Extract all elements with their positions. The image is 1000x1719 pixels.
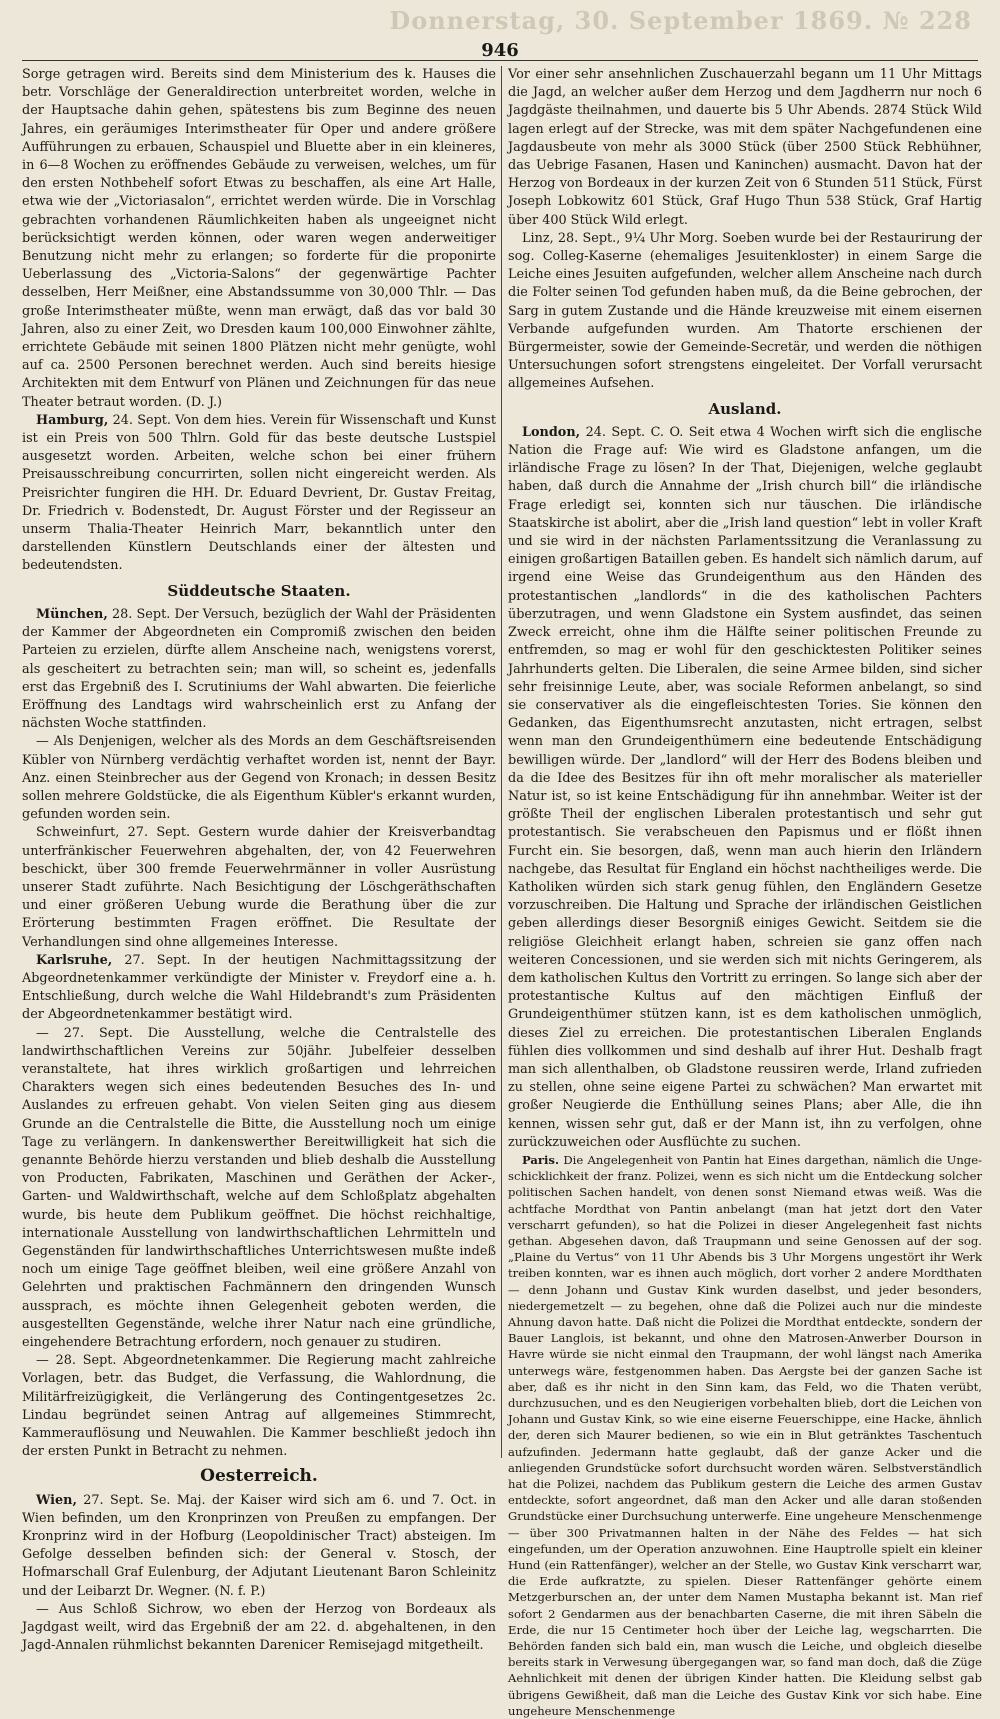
dateline-place: Paris. <box>522 1152 559 1167</box>
dateline-place: London, <box>522 424 581 440</box>
left-column <box>22 66 496 1654</box>
right-column <box>508 66 982 1718</box>
article-paragraph <box>22 412 496 576</box>
paragraph-text: 24. Sept. C. O. Seit etwa 4 Wochen wirft sich die englische Nation die Frage auf: Wie wird es Gladstone anfangen, um die irländische Frage zu lösen? In der That, Diejenigen, welche geglaubt haben, daß durch die Annahme der „Irish church bill“ die irländische Frage erledigt sei, konnten sich nur täuschen. Die irländische Staatskirche ist abolirt, aber die „Irish land question“ lebt in voller Kraft und sie wird in der nächsten Parlamentssitzung die Veranlassung zu einigen großartigen Bataillen geben. Es handelt sich nämlich darum, auf irgend eine Weise das Grundeigenthum aus den Händen des protestantischen „landlords“ in die des katholischen Pachters überzutragen, und wenn Gladstone ein System ausfindet, das seinen Zweck erreicht, ohne ihm die Hälfte seiner politischen Freunde zu entfremden, so mag er wohl für den geschicktesten Politiker seines Jahrhunderts gelten. Die Liberalen, die seine Armee bilden, sind sicher sehr freisinnige Leute, aber, was sociale Reformen anbelangt, so sind sie conservativer als die eingefleischtesten Tories. Sie können den Gedanken, das Eigenthumsrecht anzutasten, nicht ertragen, selbst wenn man den Grundeigenthümern eine bedeutende Entschädigung bewilligen würde. Der „landlord“ will der Herr des Bodens bleiben und da die Idee des Besitzes für ihn oft mehr moralischer als materieller Natur ist, so ist keine Entschädigung für ihn annehmbar. Weiter ist der größte Theil der englischen Liberalen protestantisch und sehr gut protestantisch. Sie verabscheuen den Papismus und er flößt ihnen Furcht ein. Sie besorgen, daß, wenn man auch hierin den Irländern nachgebe, das Resultat für England ein höchst nachtheiliges werde. Die Katholiken würden sich stark genug fühlen, den Engländern Gesetze vorzuschreiben. Die Haltung und Sprache der irländischen Geistlichen geben allerdings dieser Besorgniß einiges Gewicht. Seitdem sie die religiöse Gleichheit erlangt haben, schreien sie ganz offen nach weiteren Concessionen, und sie werden sich mit nichts Geringerem, als dem katholischen Kultus den Vortritt zu erringen. So lange sich aber der protestantische Kultus auf den mächtigen Einfluß der Grundeigenthümer stützen kann, ist es dem katholischen unmöglich, dieses Ziel zu erreichen. Die protestantischen Liberalen Englands fühlen dies vollkommen und sind deshalb auf ihrer Hut. Deshalb fragt man sich allenthalben, ob Gladstone reussiren werde, Irland zufrieden zu stellen, ohne seine eigene Partei zu schwächen? Man erwartet mit großer Neugierde die Enthüllung seines Plans; aber Alle, die ihn kennen, wissen sehr gut, daß er der Mann ist, ihn zu verfolgen, ohne zurückzuweichen oder Ausflüchte zu suchen. <box>508 424 982 1150</box>
paragraph-text: 27. Sept. In der heutigen Nachmittagssitzung der Abgeordnetenkammer verkündigte der Minister v. Freydorf eine a. h. Entschließung, durch welche die Wahl Hildebrandt's zum Präsidenten der Abgeordnetenkammer bestätigt wird. <box>22 952 496 1023</box>
bleed-through-header: Donnerstag, 30. September 1869. № 228 <box>389 6 972 35</box>
article-paragraph <box>22 733 496 824</box>
paragraph-text: 28. Sept. Der Versuch, bezüglich der Wahl der Präsidenten der Kammer der Abgeordneten ein Compromiß zwischen den beiden Parteien zu erzielen, dürfte allem Anscheine nach, wenigstens vorerst, als gescheitert zu betrachten sein; man will, so scheint es, jedenfalls erst das Ergebniß des I. Scrutiniums der Wahl abwarten. Die feierliche Eröffnung des Landtags wird wahrscheinlich erst zu Anfang der nächsten Woche stattfinden. <box>22 606 496 732</box>
paragraph-text: — Aus Schloß Sichrow, wo eben der Herzog von Bordeaux als Jagdgast weilt, wird das Ergebniß der am 22. d. abgehaltenen, in den Jagd-Annalen rühmlichst bekannten Darenicer Remisejagd mitgetheilt. <box>22 1601 496 1654</box>
article-paragraph <box>22 824 496 951</box>
article-paragraph <box>508 424 982 1152</box>
paragraph-text: 27. Sept. Se. Maj. der Kaiser wird sich am 6. und 7. Oct. in Wien befinden, um den Kronprinzen von Preußen zu empfangen. Der Kronprinz wird in der Hofburg (Leopoldinischer Tract) absteigen. Im Gefolge desselben befinden sich: der General v. Stosch, der Hofmarschall Graf Eulenburg, der Adjutant Lieutenant Baron Schleinitz und der Leibarzt Dr. Wegner. (N. f. P.) <box>22 1492 496 1599</box>
section-heading: Ausland. <box>708 399 782 418</box>
paragraph-text: Linz, 28. Sept., 9¼ Uhr Morg. Soeben wurde bei der Restaurirung der sog. Colleg-Kaserne (ehemaliges Jesuitenkloster) in einem Sarge die Leiche eines Jesuiten aufgefunden, welcher allem Anscheine nach durch die Folter seinen Tod gefunden haben muß, da die Beine gebrochen, der Sarg in gutem Zustande und die Hände kreuzweise mit einem eisernen Verbande aufgefunden wurden. Am Thatorte erschienen der Bürgermeister, sowie der Gemeinde-Secretär, und werden die nöthigen Untersuchungen sofort strengstens eingeleitet. Der Vorfall verursacht allgemeines Aufsehen. <box>508 230 982 392</box>
paragraph-text: Die Angelegenheit von Pantin hat Eines dargethan, nämlich die Ungeschicklichkeit der franz. Polizei, wenn es sich nicht um die Entdeckung solcher politischen Sachen handelt, von denen sonst Niemand etwas weiß. Was die achtfache Mordthat von Pantin anbelangt (man hat jetzt dort den Vater verscharrt gefunden), so hat die Polizei in dieser Angelegenheit fast nichts gethan. Abgesehen davon, daß Traupmann und seine Genossen auf der sog. „Plaine du Vertus“ von 11 Uhr Abends bis 3 Uhr Morgens ungestört ihr Werk treiben konnten, war es ihnen auch möglich, dort vorher 2 andere Mordthaten — denn Johann und Gustav Kink wurden daselbst, und jeder besonders, niedergemetzelt — zu begehen, ohne daß die Polizei auch nur die mindeste Ahnung davon hatte. Daß nicht die Polizei die Mordthat entdeckte, sondern der Bauer Langlois, ist bekannt, und ohne den Matrosen-Anwerber Dourson in Havre würde sie nicht einmal den Traupmann, der wohl längst nach Amerika unterwegs wäre, festgenommen haben. Das Aergste bei der ganzen Sache ist aber, daß es ihr nicht in den Sinn kam, das Feld, wo die Thaten verübt, durchzusuchen, und es den Neugierigen vorbehalten blieb, dort die Leichen von Johann und Gustav Kink, so wie eine eiserne Feuerschippe, eine Hacke, ähnlich der, deren sich Maurer bedienen, so wie ein in Blut getränktes Taschentuch aufzufinden. Jedermann hatte geglaubt, daß der ganze Acker und die anliegenden Grundstücke sofort durchsucht worden wären. Selbstverständlich hat die Polizei, nachdem das Publikum gestern die Leiche des armen Gustav entdeckte, sofort angeordnet, daß man den Acker und alle daran stoßenden Grundstücke einer Durchsuchung unterwerfe. Eine ungeheure Menschenmenge — über 300 Privatmannen halten in der Nähe des Feldes — hat sich eingefunden, um der Operation anzuwohnen. Eine Hauptrolle spielt ein kleiner Hund (ein Rattenfänger), welcher an der Stelle, wo Gustav Kink verscharrt war, die Erde aufkratzte, zu spielen. Dieser Rattenfänger gehörte einem Metzgerburschen an, der unter dem Namen Mustapha bekannt ist. Man rief sofort 2 Gendarmen aus der benachbarten Caserne, die mit ihren Säbeln die Erde, die nur 15 Centimeter hoch über der Leiche lag, wegscharrten. Die Behörden fanden sich bald ein, man wusch die Leiche, und obgleich dieselbe bereits stark in Verwesung übergegangen war, so fand man doch, daß die Züge Aehnlichkeit mit denen der übrigen Kinder hatten. Die Kleidung selbst gab übrigens Gewißheit, daß man die Leiche des Gustav Kink vor sich habe. Eine ungeheure Menschenmenge <box>508 1152 982 1718</box>
article-paragraph <box>508 1152 982 1719</box>
article-paragraph <box>22 1601 496 1656</box>
article-paragraph <box>508 66 982 230</box>
article-paragraph <box>22 952 496 1025</box>
section-heading: Süddeutsche Staaten. <box>167 581 351 600</box>
section-heading: Oesterreich. <box>200 1466 318 1487</box>
paragraph-text: Sorge getragen wird. Bereits sind dem Ministerium des k. Hauses die betr. Vorschläge der Generaldirection unterbreitet worden, welche in der Hauptsache dahin gehen, spätestens bis zum Beginne des neuen Jahres, ein geräumiges Interimstheater für Oper und andere größere Aufführungen zu erbauen, Schauspiel und Bluette aber in ein kleineres, in 6—8 Wochen zu eröffnendes Gebäude zu verweisen, welches, um für den ersten Nothbehelf sofort Etwas zu beschaffen, als eine Art Halle, etwa wie der „Victoriasalon“, errichtet werden würde. Die in Vorschlag gebrachten vorhandenen Räumlichkeiten haben als ungeeignet nicht berücksichtigt werden können, oder waren wegen anderweitiger Benutzung nicht mehr zu erlangen; so forderte für die proponirte Ueberlassung des „Victoria-Salons“ der gegenwärtige Pachter desselben, Herr Meißner, eine Abstandssumme von 30,000 Thlr. — Das große Interimstheater müßte, wenn man erwägt, daß das vor bald 30 Jahren, also zu einer Zeit, wo Dresden kaum 100,000 Einwohner zählte, errichtete Gebäude mit seinen 1800 Plätzen nicht mehr genügte, wohl auf ca. 2500 Personen berechnet werden. Auch sind bereits hiesige Architekten mit dem Entwurf von Plänen und Zeichnungen für das neue Theater betraut worden. (D. J.) <box>22 67 496 410</box>
dateline-place: Karlsruhe, <box>36 952 113 968</box>
paragraph-text: 24. Sept. Von dem hies. Verein für Wissenschaft und Kunst ist ein Preis von 500 Thlrn. Gold für das beste deutsche Lustspiel ausgesetzt worden. Arbeiten, welche schon bei einer frühern Preisausschreibung concurrirten, sollen nicht eingereicht werden. Als Preisrichter fungiren die HH. Dr. Eduard Devrient, Dr. Gustav Freitag, Dr. Friedrich v. Bodenstedt, Dr. August Förster und der Regisseur an unserm Thalia-Theater Heinrich Marr, bekanntlich unter den darstellenden Künstlern Deutschlands einer der ältesten und bedeutendsten. <box>22 412 496 574</box>
paragraph-text: Vor einer sehr ansehnlichen Zuschauerzahl begann um 11 Uhr Mittags die Jagd, an welcher außer dem Herzog und dem Jagdherrn nur noch 6 Jagdgäste theilnahmen, und dauerte bis 5 Uhr Abends. 2874 Stück Wild lagen erlegt auf der Strecke, was mit dem später Nachgefundenen eine Jagdausbeute von mehr als 3000 Stück (über 2500 Stück Rebhühner, das Uebrige Fasanen, Hasen und Kaninchen) ausmacht. Davon hat der Herzog von Bordeaux in der kurzen Zeit von 6 Stunden 511 Stück, Fürst Joseph Lobkowitz 601 Stück, Graf Hugo Thun 538 Stück, Graf Hartig über 400 Stück Wild erlegt. <box>508 67 982 228</box>
article-paragraph <box>22 66 496 412</box>
article-paragraph <box>22 1025 496 1353</box>
header-rule <box>22 60 978 61</box>
column-divider <box>501 66 502 1458</box>
paragraph-text: — Als Denjenigen, welcher als des Mords an dem Geschäftsreisenden Kübler von Nürnberg verdächtig verhaftet worden ist, nennt der Bayr. Anz. einen Steinbrecher aus der Gegend von Kronach; in dessen Besitz sollen mehrere Goldstücke, die als Eigenthum Kübler's erkannt wurden, gefunden worden sein. <box>22 734 496 823</box>
paragraph-text: — 27. Sept. Die Ausstellung, welche die Centralstelle des landwirthschaftlichen Vereins zur 50jähr. Jubelfeier desselben veranstaltete, hat ihres wirklich großartigen und lehrreichen Charakters wegen sich eines bedeutenden Besuches des In- und Auslandes zu erfreuen gehabt. Von vielen Seiten ging aus diesem Grunde an die Centralstelle die Bitte, die Ausstellung noch um einige Tage zu verlängern. In dankenswerther Bereitwilligkeit hat sich die genannte Behörde hierzu verstanden und blieb deshalb die Ausstellung von Producten, Fabrikaten, Maschinen und Geräthen der Acker-, Garten- und Waldwirthschaft, welche auf dem Schloßplatz abgehalten wurde, bis heute dem Publikum geöffnet. Die höchst reichhaltige, internationale Ausstellung von landwirthschaftlichen Lehrmitteln und Gegenständen für landwirthschaftliches Unterrichtswesen mußte indeß noch um einige Tage geöffnet bleiben, weil eine größere Anzahl von Gelehrten und praktischen Fachmännern den dringenden Wunsch aussprach, es möchte ihnen Gelegenheit geboten werden, die ausgestellten Gegenstände, welche ihrer Natur nach eine gründliche, eingehendere Betrachtung erfordern, noch genauer zu studiren. <box>22 1025 496 1351</box>
dateline-place: Wien, <box>36 1492 77 1508</box>
paragraph-text: — 28. Sept. Abgeordnetenkammer. Die Regierung macht zahlreiche Vorlagen, betr. das Budget, die Verfassung, die Wahlordnung, die Militärfreizügigkeit, die Verlängerung des Contingentgesetzes 2c. Lindau begründet seinen Antrag auf allgemeines Stimmrecht, Kammerauflösung und Neuwahlen. Die Kammer beschließt jedoch ihn der ersten Punkt in Betracht zu nehmen. <box>22 1353 496 1460</box>
article-paragraph <box>22 1492 496 1601</box>
article-paragraph <box>508 230 982 394</box>
page-number: 946 <box>481 40 519 61</box>
paragraph-text: Schweinfurt, 27. Sept. Gestern wurde dahier der Kreisverbandtag unterfränkischer Feuerwehren abgehalten, der, von 42 Feuerwehren beschickt, über 300 fremde Feuerwehrmänner in voller Ausrüstung unserer Stadt zuführte. Nach Besichtigung der Löschgeräthschaften und einer größeren Uebung wurde die Berathung über die zur Erörterung bestimmten Fragen eröffnet. Die Resultate der Verhandlungen sind ohne allgemeines Interesse. <box>22 825 496 950</box>
dateline-place: München, <box>36 606 108 622</box>
article-paragraph <box>22 1352 496 1461</box>
page-header <box>0 0 1000 62</box>
dateline-place: Hamburg, <box>36 412 109 428</box>
article-paragraph <box>22 606 496 733</box>
